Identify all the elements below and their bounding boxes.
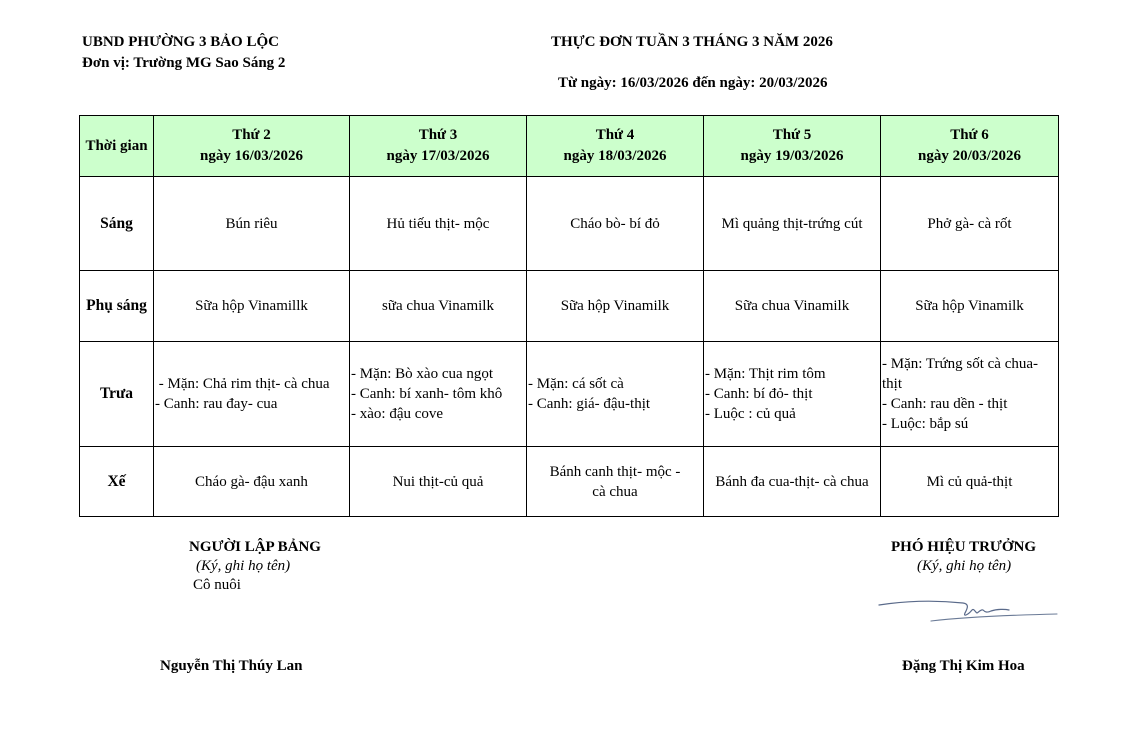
row-label-phu-sang: Phụ sáng — [80, 271, 154, 342]
menu-cell: Sữa hộp Vinamillk — [154, 271, 350, 342]
dish-line: - Canh: rau đay- cua — [155, 396, 278, 412]
menu-cell: Bún riêu — [154, 177, 350, 271]
day-header-mon — [154, 116, 350, 177]
table-row — [80, 177, 1059, 271]
dish-line: - Mặn: Chả rim thịt- cà chua — [155, 376, 330, 392]
left-signer-role: NGƯỜI LẬP BẢNG — [189, 539, 321, 555]
dish-line: - Canh: giá- đậu-thịt — [528, 396, 651, 412]
dish-line: - Mặn: cá sốt cà — [528, 376, 624, 392]
row-label-trua: Trưa — [80, 342, 154, 447]
day-name: Thứ 4 — [595, 127, 635, 143]
dish-line: - Canh: bí xanh- tôm khô — [351, 386, 503, 402]
row-label-sang: Sáng — [80, 177, 154, 271]
right-signer-role: PHÓ HIỆU TRƯỞNG — [891, 539, 1037, 555]
day-header-wed — [527, 116, 704, 177]
day-name: Thứ 3 — [418, 127, 458, 143]
day-header-thu — [704, 116, 881, 177]
day-date: ngày 17/03/2026 — [386, 148, 490, 164]
unit-name: Đơn vị: Trường MG Sao Sáng 2 — [82, 55, 286, 71]
dish-line: cà chua — [592, 483, 638, 500]
dish-line: - Mặn: Bò xào cua ngọt — [351, 366, 494, 382]
menu-cell: Sữa hộp Vinamilk — [527, 271, 704, 342]
menu-cell: Phở gà- cà rốt — [881, 177, 1059, 271]
day-date: ngày 18/03/2026 — [563, 148, 667, 164]
left-signer-position: Cô nuôi — [193, 577, 241, 593]
dish-line: - xào: đậu cove — [351, 406, 444, 422]
day-header-fri — [881, 116, 1059, 177]
menu-cell — [881, 342, 1059, 447]
day-date: ngày 19/03/2026 — [740, 148, 844, 164]
dish-line: - Luộc : củ quả — [705, 406, 796, 422]
table-header-row — [80, 116, 1059, 177]
day-name: Thứ 5 — [772, 127, 812, 143]
corner-header: Thời gian — [80, 116, 154, 177]
dish-line: thịt — [882, 376, 903, 392]
day-name: Thứ 6 — [950, 127, 989, 143]
dish-line: - Canh: bí đỏ- thịt — [705, 386, 813, 402]
right-signer-name: Đặng Thị Kim Hoa — [902, 658, 1025, 674]
page-title: THỰC ĐƠN TUẦN 3 THÁNG 3 NĂM 2026 — [551, 34, 833, 50]
dish-line: Bánh canh thịt- mộc - — [549, 463, 681, 480]
menu-cell — [704, 342, 881, 447]
handwritten-signature — [875, 595, 1060, 631]
row-label-xe: Xế — [80, 447, 154, 517]
table-row — [80, 447, 1059, 517]
org-name: UBND PHƯỜNG 3 BẢO LỘC — [82, 34, 279, 50]
dish-line: - Mặn: Trứng sốt cà chua- — [882, 356, 1039, 372]
table-row — [80, 271, 1059, 342]
menu-cell — [527, 447, 704, 517]
date-range: Từ ngày: 16/03/2026 đến ngày: 20/03/2026 — [558, 75, 828, 91]
menu-cell — [154, 342, 350, 447]
left-signer-note: (Ký, ghi họ tên) — [196, 558, 291, 574]
menu-cell — [350, 342, 527, 447]
menu-cell: Nui thịt-củ quả — [350, 447, 527, 517]
day-date: ngày 16/03/2026 — [200, 148, 303, 164]
menu-cell: sữa chua Vinamilk — [350, 271, 527, 342]
day-name: Thứ 2 — [232, 127, 271, 143]
menu-cell: Cháo bò- bí đỏ — [527, 177, 704, 271]
right-signer-note: (Ký, ghi họ tên) — [917, 558, 1012, 574]
menu-cell: Mì quảng thịt-trứng cút — [704, 177, 881, 271]
table-row — [80, 342, 1059, 447]
menu-cell: Bánh đa cua-thịt- cà chua — [704, 447, 881, 517]
menu-cell: Mì củ quả-thịt — [881, 447, 1059, 517]
day-date: ngày 20/03/2026 — [918, 148, 1021, 164]
menu-cell: Sữa chua Vinamilk — [704, 271, 881, 342]
menu-cell — [527, 342, 704, 447]
menu-cell: Cháo gà- đậu xanh — [154, 447, 350, 517]
menu-cell: Sữa hộp Vinamilk — [881, 271, 1059, 342]
left-signer-name: Nguyễn Thị Thúy Lan — [160, 658, 303, 674]
dish-line: - Mặn: Thịt rim tôm — [705, 366, 826, 382]
dish-line: - Canh: rau dền - thịt — [882, 396, 1008, 412]
day-header-tue — [350, 116, 527, 177]
menu-cell: Hủ tiếu thịt- mộc — [350, 177, 527, 271]
dish-line: - Luộc: bắp sú — [882, 416, 969, 432]
menu-table — [79, 115, 1059, 517]
